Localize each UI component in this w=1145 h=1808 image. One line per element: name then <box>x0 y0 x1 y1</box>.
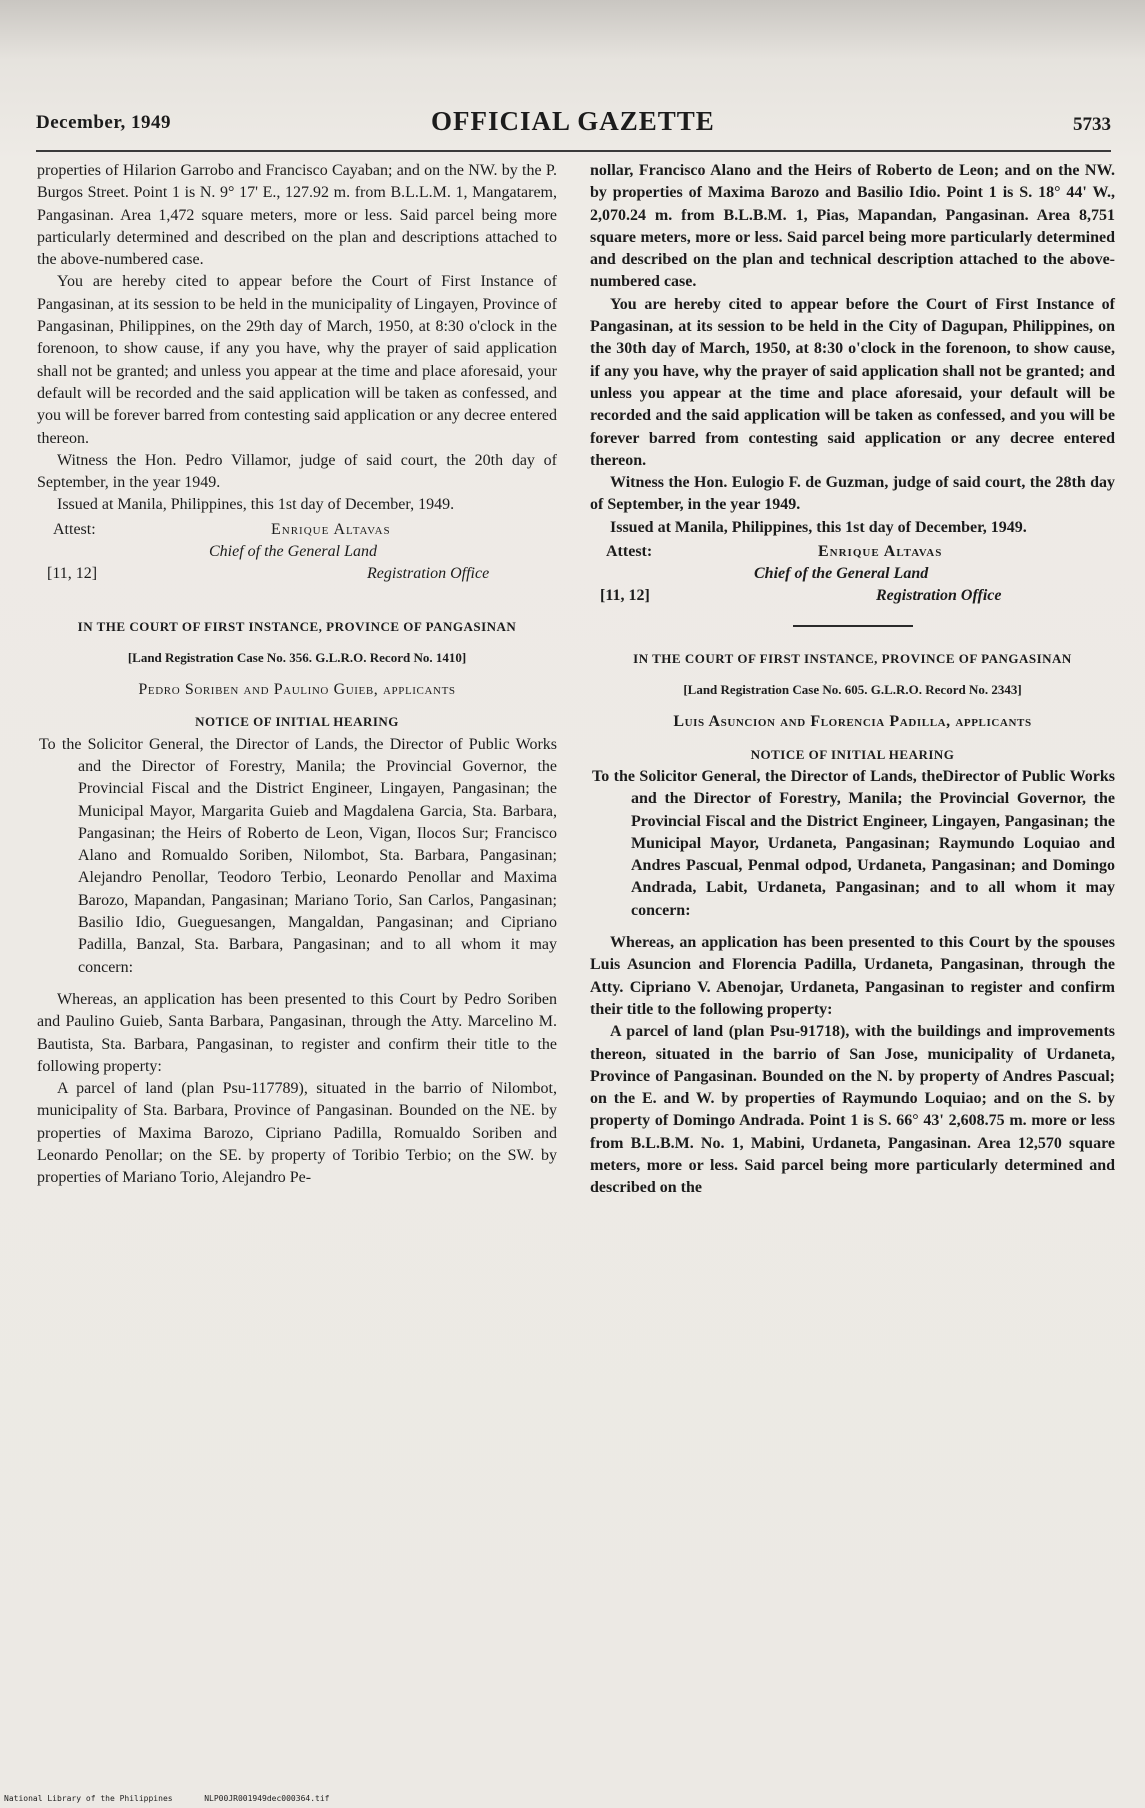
left-whereas: Whereas, an application has been presented to this Court by Pedro Soriben and Paulino Guieb, Santa Barbara, Pangasinan, through the Atty. Marcelino M. Bautista, Sta. Barbara, Pangasinan, to register and confirm their title to the following property: <box>37 990 557 1075</box>
attest-title-line2: Registration Office <box>876 587 1002 605</box>
right-parcel: A parcel of land (plan Psu-91718), with the buildings and improvements thereon, situated in the barrio of San Jose, municipality of Urdaneta, Province of Pangasinan. Bounded on the N. by property of Andres Pascual; on the E. and W. by properties of Raymundo Loquiao; and on the S. by property of Domingo Andrada. Point 1 is S. 66° 43' 2,608.75 m. more or less from B.L.B.M. No. 1, Mabini, Urdaneta, Pangasinan. Area 12,570 square meters, more or less. Said parcel being more particularly determined and described on the <box>590 1023 1115 1197</box>
right-whereas: Whereas, an application has been presented to this Court by the spouses Luis Asuncion and Florencia Padilla, Urdaneta, Pangasinan, through the Atty. Cipriano V. Abenojar, Urdaneta, Pangasinan to register and confirm their title to the following property: <box>590 934 1115 1018</box>
right-addressee: To the Solicitor General, the Director of Lands, theDirector of Public Works and the Director of Forestry, Manila; the Provincial Governor, the Provincial Fiscal and the District Engineer, Lingayen, Pangasinan; the Municipal Mayor, Urdaneta, Pangasinan; Raymundo Loquiao and Andres Pascual, Penmal odpod, Urdaneta, Pangasinan; and Domingo Andrada, Labit, Urdaneta, Pangasinan; and to all whom it may concern: <box>592 767 1115 919</box>
left-addressee: To the Solicitor General, the Director of Lands, the Director of Public Works and the Director of Forestry, Manila; the Provincial Governor, the Provincial Fiscal and the District Engineer, Lingayen, Pangasinan; the Municipal Mayor, Margarita Guieb and Magdalena Garcia, Sta. Barbara, Pangasinan; the Heirs of Roberto de Leon, Vigan, Ilocos Sur; Francisco Alano and Romualdo Soriben, Nilombot, Sta. Barbara, Pangasinan; Alejandro Penollar, Teodoro Terbio, Leonardo Penollar and Maxima Barozo, Mapandan, Pangasinan; Mariano Torio, San Carlos, Pangasinan; Basilio Idio, Gueguesangen, Mangaldan, Pangasinan; and Cipriano Padilla, Banzal, Sta. Barbara, Pangasinan; and to all whom it may concern: <box>39 735 557 976</box>
footer-filename: NLP00JR001949dec000364.tif <box>204 1794 330 1803</box>
right-court-heading: IN THE COURT OF FIRST INSTANCE, PROVINCE OF PANGASINAN <box>633 651 1072 667</box>
left-witness: Witness the Hon. Pedro Villamor, judge of said court, the 20th day of September, in the year 1949. <box>37 451 557 492</box>
left-issued: Issued at Manila, Philippines, this 1st day of December, 1949. <box>57 496 455 514</box>
attest-label: Attest: <box>53 520 96 538</box>
header-rule <box>36 150 1111 152</box>
left-column <box>37 160 557 1190</box>
left-case-record: [Land Registration Case No. 356. G.L.R.O. Record No. 1410] <box>127 649 467 665</box>
left-attest-block <box>37 519 557 583</box>
right-applicants: Luis Asuncion and Florencia Padilla, applicants <box>673 713 1032 731</box>
right-attest-block <box>590 541 1115 605</box>
attest-title-line1: Chief of the General Land <box>209 542 377 560</box>
attest-ref: [11, 12] <box>600 587 650 605</box>
right-issued: Issued at Manila, Philippines, this 1st day of December, 1949. <box>610 518 1027 536</box>
left-court-heading: IN THE COURT OF FIRST INSTANCE, PROVINCE OF PANGASINAN <box>77 618 517 634</box>
header-title: OFFICIAL GAZETTE <box>431 106 715 136</box>
header-date: December, 1949 <box>36 112 172 133</box>
attest-label: Attest: <box>606 543 653 561</box>
right-witness: Witness the Hon. Eulogio F. de Guzman, judge of said court, the 28th day of September, in the year 1949. <box>590 474 1115 514</box>
left-applicants: Pedro Soriben and Paulino Guieb, applicants <box>138 681 456 699</box>
right-column <box>590 160 1115 1200</box>
attest-ref: [11, 12] <box>47 564 98 582</box>
right-notice-title: NOTICE OF INITIAL HEARING <box>750 746 955 762</box>
right-continuation: nollar, Francisco Alano and the Heirs of Roberto de Leon; and on the NW. by properties of Maxima Barozo and Basilio Idio. Point 1 is S. 18° 44' W., 2,070.24 m. from B.L.B.M. 1, Pias, Mapandan, Pangasinan. Area 8,751 square meters, more or less. Said parcel being more particularly determined and described on the plan and technical description attached to the above-numbered case. <box>590 162 1115 291</box>
header-page-number: 5733 <box>1073 114 1111 135</box>
right-case-record: [Land Registration Case No. 605. G.L.R.O. Record No. 2343] <box>683 682 1022 698</box>
attest-name: Enrique Altavas <box>818 543 943 561</box>
attest-title-line2: Registration Office <box>367 564 490 582</box>
section-divider <box>793 625 913 627</box>
right-citation: You are hereby cited to appear before the Court of First Instance of Pangasinan, at its session to be held in the City of Dagupan, Philippines, on the 30th day of March, 1950, at 8:30 o'clock in the forenoon, to show cause, if any you have, why the prayer of said application shall not be granted; and unless you appear at the time and place aforesaid, your default will be recorded and the said application will be taken as confessed, and you will be forever barred from contesting said application or any decree entered thereon. <box>590 295 1115 469</box>
footer-library: National Library of the Philippines <box>4 1794 173 1803</box>
left-parcel: A parcel of land (plan Psu-117789), situated in the barrio of Nilombot, municipality of Sta. Barbara, Province of Pangasinan. Bounded on the NE. by properties of Maxima Barozo, Cipriano Padilla, Romualdo Soriben and Leonardo Penollar; on the SE. by property of Toribio Terbio; on the SW. by properties of Mariano Torio, Alejandro Pe- <box>37 1080 557 1187</box>
left-continuation: properties of Hilarion Garrobo and Francisco Cayaban; and on the NW. by the P. Burgos Street. Point 1 is N. 9° 17' E., 127.92 m. from B.L.L.M. 1, Mangatarem, Pangasinan. Area 1,472 square meters, more or less. Said parcel being more particularly determined and described on the plan and descriptions attached to the above-numbered case. <box>37 162 557 269</box>
left-citation: You are hereby cited to appear before the Court of First Instance of Pangasinan, at its session to be held in the municipality of Lingayen, Province of Pangasinan, Philippines, on the 29th day of March, 1950, at 8:30 o'clock in the forenoon, to show cause, if any you have, why the prayer of said application shall not be granted; and unless you appear at the time and place aforesaid, your default will be recorded and the said application will be taken as confessed, and you will be forever barred from contesting said application or any decree entered thereon. <box>37 273 557 447</box>
scan-footer <box>4 1794 329 1803</box>
attest-title-line1: Chief of the General Land <box>754 565 929 583</box>
left-notice-title: NOTICE OF INITIAL HEARING <box>195 714 399 730</box>
page-header <box>36 106 1111 146</box>
attest-name: Enrique Altavas <box>271 520 391 538</box>
